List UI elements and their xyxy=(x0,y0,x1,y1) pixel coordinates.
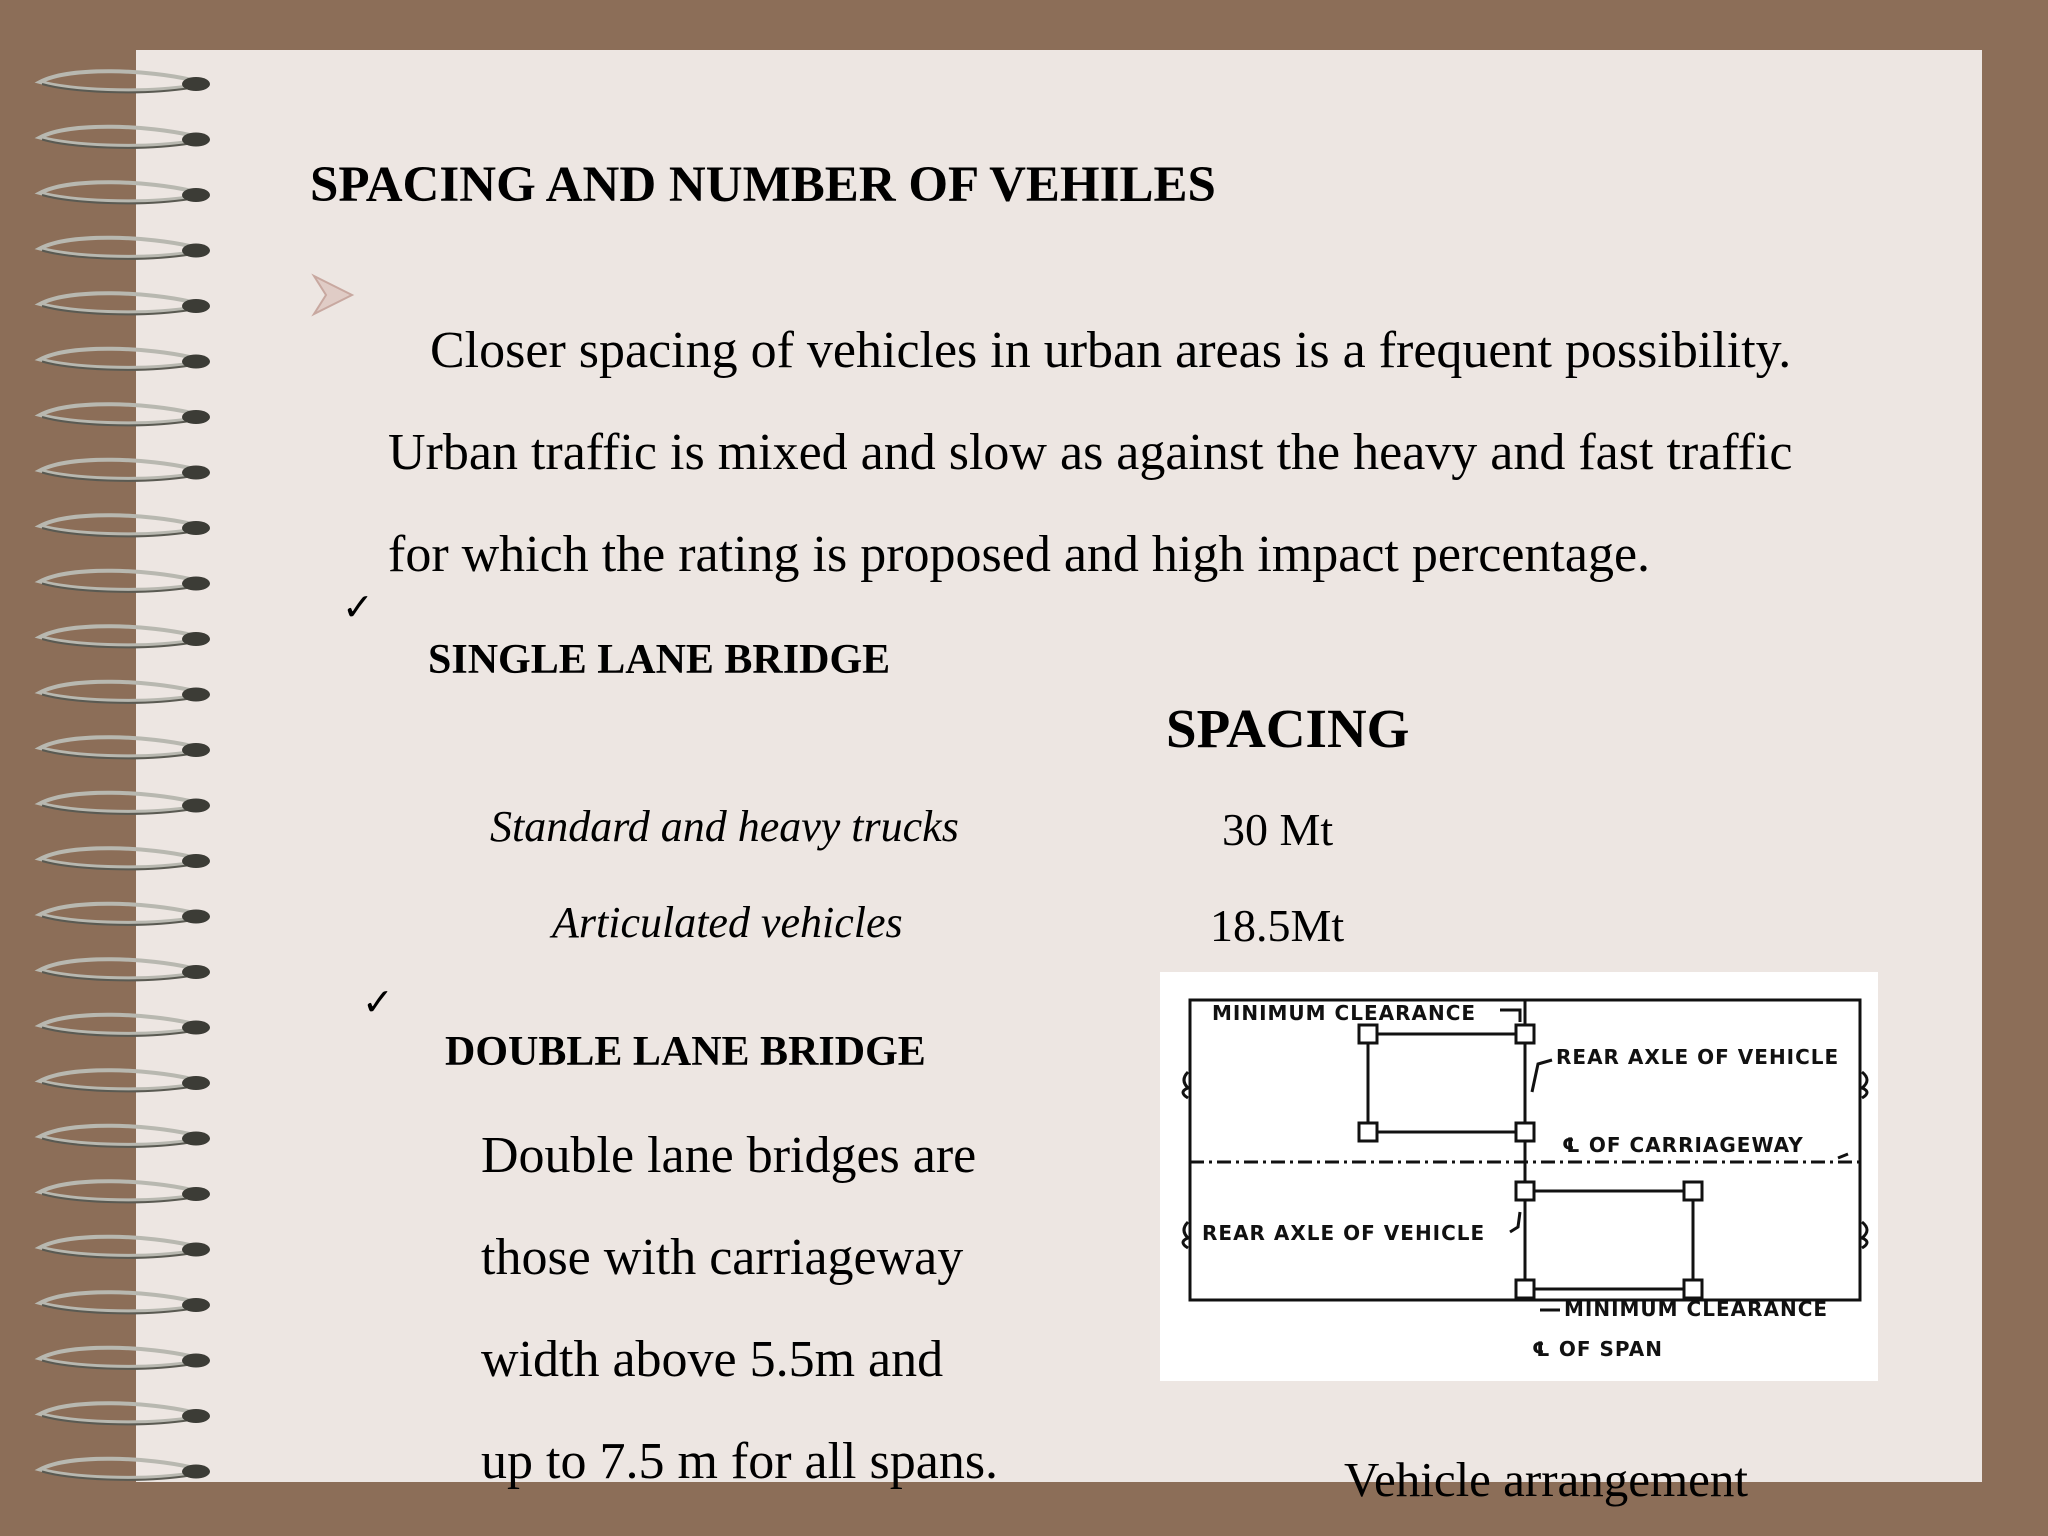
rear-axle-top-label: REAR AXLE OF VEHICLE xyxy=(1556,1045,1840,1069)
arrow-bullet-icon xyxy=(310,272,356,318)
binding-hole xyxy=(182,244,210,258)
binding-hole xyxy=(182,1243,210,1257)
double-lane-heading: DOUBLE LANE BRIDGE xyxy=(445,1029,926,1075)
slide-title: SPACING AND NUMBER OF VEHILES xyxy=(310,157,1216,213)
binding-hole xyxy=(182,1298,210,1312)
check-icon: ✓ xyxy=(342,587,374,629)
double-lane-text-line: Double lane bridges are xyxy=(481,1127,977,1184)
vehicle-arrangement-drawing xyxy=(1160,972,1878,1381)
binding-hole xyxy=(182,688,210,702)
binding-hole xyxy=(182,910,210,924)
binding-hole xyxy=(182,133,210,147)
spacing-row-label: Articulated vehicles xyxy=(552,898,903,947)
binding-hole xyxy=(182,743,210,757)
double-lane-text-line: width above 5.5m and xyxy=(481,1331,944,1388)
binding-hole xyxy=(182,632,210,646)
slide-page xyxy=(136,50,1982,1507)
check-icon: ✓ xyxy=(362,982,394,1024)
binding-hole xyxy=(182,965,210,979)
vehicle-arrangement-diagram xyxy=(1160,972,1878,1381)
paragraph-line-2: Urban traffic is mixed and slow as against the heavy and fast traffic xyxy=(388,424,1793,481)
binding-hole xyxy=(182,1409,210,1423)
rear-axle-bottom-label: REAR AXLE OF VEHICLE xyxy=(1202,1221,1486,1245)
paragraph-line-3: for which the rating is proposed and high impact percentage. xyxy=(388,526,1651,583)
single-lane-heading: SINGLE LANE BRIDGE xyxy=(428,637,891,683)
binding-hole xyxy=(182,1465,210,1479)
binding-hole xyxy=(182,799,210,813)
min-clearance-bottom-label: MINIMUM CLEARANCE xyxy=(1564,1297,1829,1321)
spacing-row-value: 30 Mt xyxy=(1222,804,1334,855)
binding-hole xyxy=(182,299,210,313)
binding-hole xyxy=(182,1076,210,1090)
binding-hole xyxy=(182,854,210,868)
binding-hole xyxy=(182,1021,210,1035)
spacing-row-value: 18.5Mt xyxy=(1210,900,1345,951)
min-clearance-top-label: MINIMUM CLEARANCE xyxy=(1212,1001,1477,1025)
binding-hole xyxy=(182,577,210,591)
carriageway-label: ℄ OF CARRIAGEWAY xyxy=(1562,1133,1804,1157)
binding-hole xyxy=(182,410,210,424)
double-lane-text-line: those with carriageway xyxy=(481,1229,964,1286)
binding-hole xyxy=(182,355,210,369)
spiral-binding-icon xyxy=(0,0,240,1536)
binding-hole xyxy=(182,521,210,535)
spacing-row-label: Standard and heavy trucks xyxy=(490,802,959,851)
binding-hole xyxy=(182,77,210,91)
binding-hole xyxy=(182,188,210,202)
binding-hole xyxy=(182,466,210,480)
paragraph-line-1: Closer spacing of vehicles in urban areas is a frequent possibility. xyxy=(430,322,1792,379)
span-label: ℄ OF SPAN xyxy=(1532,1337,1663,1361)
diagram-caption: Vehicle arrangement xyxy=(1344,1452,1749,1507)
binding-hole xyxy=(182,1132,210,1146)
binding-hole xyxy=(182,1187,210,1201)
spacing-column-header: SPACING xyxy=(1166,698,1410,759)
double-lane-text-line: up to 7.5 m for all spans. xyxy=(481,1433,999,1490)
binding-hole xyxy=(182,1354,210,1368)
